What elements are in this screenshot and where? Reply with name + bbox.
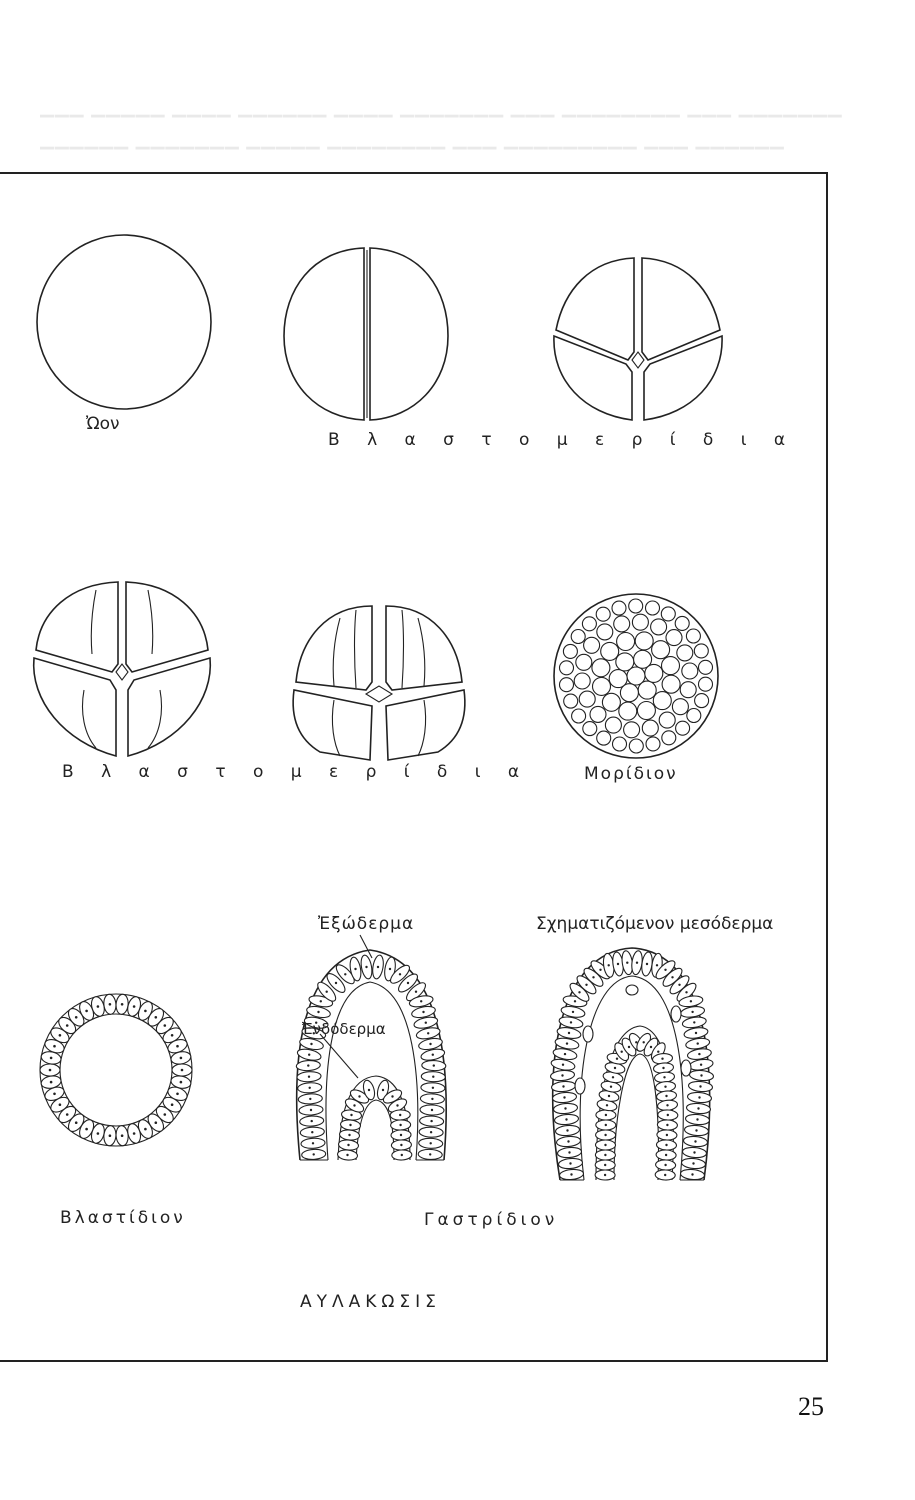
morula-cell	[645, 664, 663, 682]
figure-title: ΑΥΛΑΚΩΣΙΣ	[300, 1292, 441, 1312]
morula-cell	[624, 722, 640, 738]
cell-nucleus	[693, 1151, 695, 1153]
forming-mesoderm-label: Σχηματιζόμενον μεσόδερμα	[536, 914, 774, 934]
morula-cell	[560, 661, 574, 675]
cell-nucleus	[144, 1010, 147, 1013]
cell-nucleus	[407, 982, 409, 984]
morula-cell	[662, 657, 680, 675]
cell-nucleus	[616, 1058, 618, 1060]
cell-nucleus	[570, 1021, 572, 1023]
cell-nucleus	[574, 1000, 576, 1002]
cell-nucleus	[59, 1103, 62, 1106]
morula-cell	[646, 601, 660, 615]
morula-cell	[662, 675, 680, 693]
cell-nucleus	[396, 1104, 398, 1106]
morula-cell	[613, 737, 627, 751]
cell-nucleus	[109, 1003, 112, 1006]
cell-nucleus	[144, 1128, 147, 1131]
cell-nucleus	[699, 1085, 701, 1087]
morula-cell	[642, 720, 658, 736]
morula-cell	[635, 632, 653, 650]
cell-nucleus	[422, 1011, 424, 1013]
morula-cell	[584, 637, 600, 653]
cell-nucleus	[309, 1087, 311, 1089]
cell-nucleus	[578, 991, 580, 993]
morula-cell	[632, 614, 648, 630]
morula-cell	[682, 663, 698, 679]
cell-nucleus	[592, 976, 594, 978]
page-number: 25	[798, 1392, 824, 1421]
cell-nucleus	[431, 1109, 433, 1111]
cell-nucleus	[565, 1118, 567, 1120]
morula-cell	[699, 677, 713, 691]
cell-nucleus	[691, 1011, 693, 1013]
morula-cell	[616, 653, 634, 671]
cell-nucleus	[693, 1021, 695, 1023]
cell-nucleus	[358, 1095, 360, 1097]
cell-nucleus	[663, 1076, 665, 1078]
morula-cell	[590, 706, 606, 722]
eight-cell-figure	[34, 582, 211, 756]
cell-nucleus	[354, 968, 356, 970]
morula-label: Μορίδιον	[584, 764, 678, 784]
cell-nucleus	[628, 1046, 630, 1048]
cell-nucleus	[171, 1034, 174, 1037]
morula-cell	[629, 739, 643, 753]
cell-nucleus	[432, 1087, 434, 1089]
cell-nucleus	[561, 1074, 563, 1076]
cell-nucleus	[400, 1134, 402, 1136]
morula-cell	[653, 692, 671, 710]
cell-nucleus	[109, 1134, 112, 1137]
cell-nucleus	[697, 1042, 699, 1044]
cell-nucleus	[685, 991, 687, 993]
cell-nucleus	[614, 1067, 616, 1069]
ectoderm-label: Ἐξώδερμα	[318, 914, 415, 934]
cell-nucleus	[391, 1095, 393, 1097]
cell-nucleus	[164, 1024, 167, 1027]
cell-nucleus	[606, 1104, 608, 1106]
morula-cell	[605, 717, 621, 733]
cell-nucleus	[313, 1153, 315, 1155]
cell-nucleus	[697, 1107, 699, 1109]
cell-nucleus	[85, 1128, 88, 1131]
morula-cell	[596, 607, 610, 621]
cell-nucleus	[612, 1076, 614, 1078]
cell-nucleus	[696, 1118, 698, 1120]
cell-nucleus	[433, 1064, 435, 1066]
morula-cell	[646, 737, 660, 751]
cell-nucleus	[570, 1173, 572, 1175]
cell-nucleus	[309, 1098, 311, 1100]
cell-nucleus	[344, 973, 346, 975]
morula-cell	[661, 607, 675, 621]
morula-cell	[638, 681, 656, 699]
morula-cell	[574, 673, 590, 689]
cell-nucleus	[678, 984, 680, 986]
morula-cell	[614, 616, 630, 632]
cell-nucleus	[430, 1120, 432, 1122]
cell-nucleus	[382, 1089, 384, 1091]
cell-nucleus	[566, 1042, 568, 1044]
cell-nucleus	[563, 1096, 565, 1098]
cell-nucleus	[608, 964, 610, 966]
cell-nucleus	[85, 1010, 88, 1013]
cell-nucleus	[400, 1144, 402, 1146]
cell-nucleus	[50, 1057, 53, 1060]
two-cell-figure	[284, 248, 448, 420]
cell-nucleus	[666, 1104, 668, 1106]
cell-nucleus	[430, 1131, 432, 1133]
gastrula-middle-figure	[296, 935, 446, 1161]
cell-nucleus	[308, 1054, 310, 1056]
cell-nucleus	[698, 1053, 700, 1055]
cell-nucleus	[700, 1064, 702, 1066]
morula-cell	[637, 702, 655, 720]
cell-nucleus	[665, 1144, 667, 1146]
cell-nucleus	[59, 1034, 62, 1037]
cell-nucleus	[425, 1022, 427, 1024]
cell-nucleus	[604, 1134, 606, 1136]
cell-nucleus	[700, 1074, 702, 1076]
cell-nucleus	[320, 1000, 322, 1002]
cell-nucleus	[350, 1114, 352, 1116]
endoderm-label: Ἐνδόδερμα	[302, 1020, 386, 1038]
cell-nucleus	[349, 1124, 351, 1126]
cell-nucleus	[326, 991, 328, 993]
cell-nucleus	[365, 966, 367, 968]
cell-nucleus	[608, 1095, 610, 1097]
cell-nucleus	[97, 1005, 100, 1008]
cell-nucleus	[695, 1129, 697, 1131]
cell-nucleus	[399, 973, 401, 975]
cell-nucleus	[694, 1140, 696, 1142]
cell-nucleus	[667, 1114, 669, 1116]
cell-nucleus	[347, 1144, 349, 1146]
cell-nucleus	[121, 1134, 124, 1137]
cell-nucleus	[353, 1104, 355, 1106]
morula-cell	[672, 699, 688, 715]
cell-nucleus	[307, 1064, 309, 1066]
cell-nucleus	[164, 1113, 167, 1116]
cell-nucleus	[49, 1069, 52, 1072]
blastomeres-label-middle: Β λ α σ τ ο μ ε ρ ί δ ι α	[62, 762, 531, 782]
page: ▁▁▁ ▁▁▁▁▁ ▁▁▁▁ ▁▁▁▁▁▁ ▁▁▁▁ ▁▁▁▁▁▁▁ ▁▁▁ ▁▁▁▁▁▁▁▁ ▁▁▁ ▁▁▁▁▁▁▁ ▁▁▁▁▁▁ ▁▁▁▁▁▁▁ ▁▁▁▁▁ ▁▁▁▁▁▁▁▁ ▁▁▁ ▁▁▁▁▁▁▁▁▁ ▁▁▁ ▁▁▁▁▁▁ Ὠον Β λ α σ τ ο μ ε ρ ί δ ι α Β λ α σ τ ο μ ε ρ ί δ ι α Μορίδιον Ἐξώδερμα Ἐνδόδερμα Σχηματιζόμενον μεσόδερμα Βλαστίδιον Γαστρίδιον ΑΥΛΑΚΩΣΙΣ 25	[0, 0, 915, 1500]
sixteen-cell-figure	[293, 606, 465, 760]
cell-nucleus	[572, 1011, 574, 1013]
blastula-cells	[40, 994, 192, 1146]
cell-nucleus	[181, 1069, 184, 1072]
four-cell-figure	[554, 258, 722, 420]
cell-nucleus	[389, 968, 391, 970]
cell-nucleus	[401, 1154, 403, 1156]
cell-nucleus	[657, 1051, 659, 1053]
cell-nucleus	[53, 1045, 56, 1048]
morula-cell	[687, 709, 701, 723]
cell-nucleus	[666, 1124, 668, 1126]
cell-nucleus	[646, 963, 648, 965]
cell-nucleus	[66, 1024, 69, 1027]
cell-nucleus	[585, 984, 587, 986]
cell-nucleus	[431, 1098, 433, 1100]
cell-nucleus	[310, 1043, 312, 1045]
cell-nucleus	[626, 962, 628, 964]
cell-nucleus	[368, 1089, 370, 1091]
cell-nucleus	[377, 966, 379, 968]
cell-nucleus	[311, 1120, 313, 1122]
cell-nucleus	[53, 1093, 56, 1096]
morula-cell	[652, 641, 670, 659]
cell-nucleus	[121, 1003, 124, 1006]
cell-nucleus	[604, 1174, 606, 1176]
morula-cell	[677, 645, 693, 661]
morula-cell	[680, 682, 696, 698]
morula-cell	[629, 599, 643, 613]
morula-cell	[560, 678, 574, 692]
morula-cell	[597, 624, 613, 640]
cell-nucleus	[180, 1081, 183, 1084]
cell-nucleus	[666, 1134, 668, 1136]
cell-nucleus	[399, 1124, 401, 1126]
cell-nucleus	[664, 1174, 666, 1176]
morula-cell	[602, 693, 620, 711]
ovum-label: Ὠον	[86, 414, 120, 434]
cell-nucleus	[171, 1103, 174, 1106]
morula-cell	[597, 731, 611, 745]
morula-cell	[676, 721, 690, 735]
morula-figure	[554, 594, 718, 758]
cell-nucleus	[317, 1011, 319, 1013]
morula-cell	[662, 731, 676, 745]
cell-nucleus	[348, 1134, 350, 1136]
cell-nucleus	[661, 1058, 663, 1060]
cell-nucleus	[569, 1162, 571, 1164]
morula-cell	[651, 619, 667, 635]
morula-cell	[571, 630, 585, 644]
cell-nucleus	[133, 1132, 136, 1135]
cell-nucleus	[617, 963, 619, 965]
cell-nucleus	[308, 1076, 310, 1078]
cell-nucleus	[664, 1164, 666, 1166]
morula-cell	[564, 694, 578, 708]
morula-cell	[686, 629, 700, 643]
morula-cell	[563, 644, 577, 658]
cell-nucleus	[698, 1096, 700, 1098]
cell-nucleus	[346, 1154, 348, 1156]
morula-cell	[579, 691, 595, 707]
morula-cell	[617, 633, 635, 651]
morula-cell	[583, 722, 597, 736]
cell-nucleus	[665, 1095, 667, 1097]
morula-cell	[576, 654, 592, 670]
cell-nucleus	[564, 1107, 566, 1109]
morula-cell	[699, 660, 713, 674]
morula-cell	[659, 712, 675, 728]
cell-nucleus	[692, 1162, 694, 1164]
cell-nucleus	[599, 969, 601, 971]
cell-nucleus	[310, 1109, 312, 1111]
cell-nucleus	[562, 1085, 564, 1087]
morula-cell	[666, 630, 682, 646]
cell-nucleus	[311, 1131, 313, 1133]
cell-nucleus	[691, 1173, 693, 1175]
cell-nucleus	[610, 1086, 612, 1088]
cell-nucleus	[564, 1053, 566, 1055]
cell-nucleus	[604, 1164, 606, 1166]
cell-nucleus	[567, 1140, 569, 1142]
cell-nucleus	[75, 1121, 78, 1124]
morula-cell	[619, 702, 637, 720]
cell-nucleus	[604, 1144, 606, 1146]
cell-nucleus	[430, 1142, 432, 1144]
cell-nucleus	[605, 1124, 607, 1126]
morula-cell	[612, 601, 626, 615]
cell-nucleus	[671, 976, 673, 978]
morula-cell	[694, 644, 708, 658]
cell-nucleus	[97, 1132, 100, 1135]
cell-nucleus	[335, 982, 337, 984]
cell-nucleus	[176, 1045, 179, 1048]
cell-nucleus	[50, 1081, 53, 1084]
cell-nucleus	[420, 1000, 422, 1002]
cell-nucleus	[432, 1054, 434, 1056]
morula-cell	[695, 694, 709, 708]
morula-cell	[609, 670, 627, 688]
cell-nucleus	[695, 1032, 697, 1034]
cell-nucleus	[643, 1041, 645, 1043]
cell-nucleus	[429, 1043, 431, 1045]
cell-nucleus	[562, 1064, 564, 1066]
morula-cell	[601, 642, 619, 660]
cell-nucleus	[432, 1076, 434, 1078]
ovum-figure	[37, 235, 211, 409]
cell-nucleus	[568, 1032, 570, 1034]
blastula-figure	[40, 994, 192, 1146]
blastomeres-label-top: Β λ α σ τ ο μ ε ρ ί δ ι α	[328, 430, 797, 450]
cell-nucleus	[665, 1154, 667, 1156]
morula-cell	[675, 616, 689, 630]
cell-nucleus	[133, 1005, 136, 1008]
gastrula-right-figure	[550, 948, 714, 1181]
morula-cell	[592, 659, 610, 677]
cell-nucleus	[690, 1000, 692, 1002]
cell-nucleus	[621, 1051, 623, 1053]
morula-cell	[582, 617, 596, 631]
cell-nucleus	[605, 1114, 607, 1116]
cell-nucleus	[604, 1154, 606, 1156]
cell-nucleus	[155, 1016, 158, 1019]
cell-nucleus	[568, 1151, 570, 1153]
cell-nucleus	[662, 1067, 664, 1069]
cell-nucleus	[155, 1121, 158, 1124]
cell-nucleus	[664, 1086, 666, 1088]
morula-cell	[593, 677, 611, 695]
cell-nucleus	[636, 962, 638, 964]
cell-nucleus	[66, 1113, 69, 1116]
cell-nucleus	[656, 964, 658, 966]
cell-nucleus	[176, 1093, 179, 1096]
morula-cells	[560, 599, 713, 753]
cell-nucleus	[566, 1129, 568, 1131]
gastrula-label: Γαστρίδιον	[424, 1210, 559, 1230]
cell-nucleus	[664, 969, 666, 971]
cell-nucleus	[415, 991, 417, 993]
cell-nucleus	[429, 1153, 431, 1155]
gastrula-middle-cells	[296, 954, 446, 1161]
morula-cell	[572, 709, 586, 723]
cell-nucleus	[399, 1114, 401, 1116]
cell-nucleus	[75, 1016, 78, 1019]
cell-nucleus	[312, 1142, 314, 1144]
cell-nucleus	[427, 1032, 429, 1034]
cell-nucleus	[180, 1057, 183, 1060]
blastula-label: Βλαστίδιον	[60, 1208, 186, 1228]
cell-nucleus	[650, 1046, 652, 1048]
